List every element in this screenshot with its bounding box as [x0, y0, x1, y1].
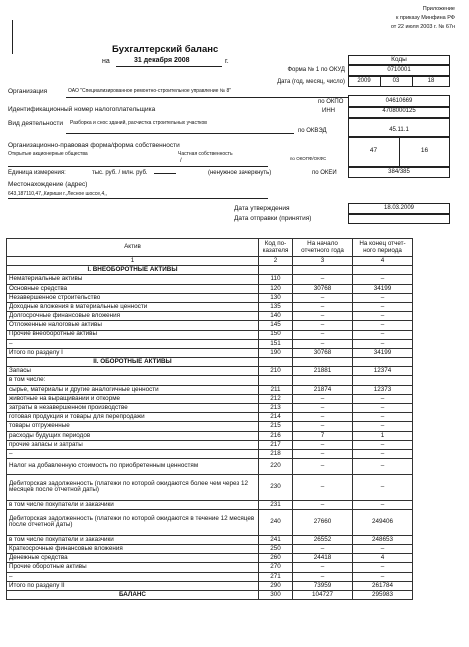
row-end-value: 261784 [353, 581, 413, 590]
table-row [7, 449, 413, 458]
org-name: ОАО "Специализированное ремонтно-строительное управление № 8" [68, 88, 232, 94]
column-number-2: 2 [259, 257, 293, 266]
row-label: Итого по разделу II [7, 581, 259, 590]
row-end-value: 1 [353, 431, 413, 440]
row-label: расходы будущих периодов [7, 431, 259, 440]
report-date: 31 декабря 2008 [134, 57, 190, 64]
row-label: Налог на добавленную стоимость по приобретенным ценностям [7, 459, 259, 475]
row-label: затраты в незавершенном производстве [7, 404, 259, 413]
org-label: Организация [8, 88, 48, 95]
row-start-value: – [293, 302, 353, 311]
table-row [7, 413, 413, 422]
row-end-value: 248653 [353, 535, 413, 544]
row-code: 216 [259, 431, 293, 440]
row-code: 215 [259, 422, 293, 431]
row-end-value: – [353, 404, 413, 413]
table-row [7, 284, 413, 293]
approved-date: 18.03.2009 [383, 205, 415, 211]
row-code: 150 [259, 330, 293, 339]
row-label: – [7, 339, 259, 348]
row-start-value: – [293, 500, 353, 509]
row-start-value: – [293, 572, 353, 581]
column-number-3: 3 [293, 257, 353, 266]
row-code: 240 [259, 509, 293, 535]
table-row [7, 321, 413, 330]
row-code: 145 [259, 321, 293, 330]
table-row [7, 404, 413, 413]
codes-title: Коды [391, 56, 407, 63]
row-code: 130 [259, 293, 293, 302]
row-end-value: – [353, 302, 413, 311]
row-end-value: – [353, 394, 413, 403]
appendix-line-2: к приказу Минфина РФ [395, 15, 455, 21]
row-end-value: – [353, 330, 413, 339]
table-row [7, 385, 413, 394]
table-row [7, 440, 413, 449]
row-end-value [353, 358, 413, 367]
row-label: животные на выращивании и откорме [7, 394, 259, 403]
org-underline [66, 97, 348, 98]
page-title: Бухгалтерский баланс [112, 44, 219, 55]
row-code: 120 [259, 284, 293, 293]
row-end-value: 12373 [353, 385, 413, 394]
row-label: Долгосрочные финансовые вложения [7, 312, 259, 321]
date-code-year: 2009 [357, 78, 371, 84]
row-start-value: 30768 [293, 348, 353, 357]
table-row [7, 302, 413, 311]
row-label: Краткосрочные финансовые вложения [7, 545, 259, 554]
row-start-value: – [293, 563, 353, 572]
header-code: Код по- казателя [259, 239, 293, 257]
row-label: Основные средства [7, 284, 259, 293]
row-start-value: 21874 [293, 385, 353, 394]
row-label: Дебиторская задолженность (платежи по которой ожидаются в течение 12 месяцев после отчетной даты) [7, 509, 259, 535]
row-label: Доходные вложения в материальные ценности [7, 302, 259, 311]
row-start-value: 24418 [293, 554, 353, 563]
table-row [7, 348, 413, 357]
row-start-value: – [293, 440, 353, 449]
row-label: в том числе покупатели и заказчики [7, 500, 259, 509]
date-code-label: Дата (год, месяц, число) [277, 79, 345, 85]
table-row [7, 367, 413, 376]
table-row [7, 554, 413, 563]
row-code: 214 [259, 413, 293, 422]
table-row [7, 339, 413, 348]
row-end-value: – [353, 440, 413, 449]
row-start-value: – [293, 545, 353, 554]
okfs-value: 16 [420, 147, 429, 154]
row-end-value: – [353, 339, 413, 348]
okopf-value: 47 [369, 147, 378, 154]
table-row [7, 535, 413, 544]
row-code [259, 358, 293, 367]
row-code: 290 [259, 581, 293, 590]
table-row [7, 590, 413, 599]
row-code: 231 [259, 500, 293, 509]
okpo-label: по ОКПО [318, 99, 344, 105]
appendix-line-3: от 22 июля 2003 г. № 67н [390, 24, 455, 30]
row-code: 213 [259, 404, 293, 413]
balance-table [6, 238, 413, 600]
row-label: Отложенные налоговые активы [7, 321, 259, 330]
table-row [7, 474, 413, 500]
row-code: 217 [259, 440, 293, 449]
row-label: товары отгруженные [7, 422, 259, 431]
row-label: прочие запасы и затраты [7, 440, 259, 449]
table-row [7, 266, 413, 275]
row-label: в том числе: [7, 376, 259, 385]
activity-label: Вид деятельности [8, 120, 64, 127]
row-end-value: 4 [353, 554, 413, 563]
row-start-value: 26552 [293, 535, 353, 544]
okei-value: 384/385 [388, 169, 410, 175]
table-row [7, 358, 413, 367]
row-code: 218 [259, 449, 293, 458]
row-code: 210 [259, 367, 293, 376]
row-start-value: 73959 [293, 581, 353, 590]
row-end-value [353, 376, 413, 385]
okved-label: по ОКВЭД [298, 128, 327, 134]
header-end: На конец отчет- ного периода [353, 239, 413, 257]
inn-label: ИНН [322, 108, 335, 114]
table-row [7, 581, 413, 590]
row-start-value: 7 [293, 431, 353, 440]
row-end-value: – [353, 321, 413, 330]
row-end-value [353, 266, 413, 275]
row-end-value: 12374 [353, 367, 413, 376]
row-code: 190 [259, 348, 293, 357]
row-end-value: – [353, 293, 413, 302]
okud-label: Форма № 1 по ОКУД [287, 67, 345, 73]
okud-value: 0710001 [387, 67, 411, 73]
row-end-value: 34199 [353, 348, 413, 357]
legal-form-underline [8, 166, 268, 167]
row-start-value: – [293, 404, 353, 413]
row-code: 220 [259, 459, 293, 475]
row-start-value: 21881 [293, 367, 353, 376]
row-code [259, 266, 293, 275]
row-label: II. ОБОРОТНЫЕ АКТИВЫ [7, 358, 259, 367]
row-start-value: – [293, 321, 353, 330]
row-label: Прочие внеоборотные активы [7, 330, 259, 339]
row-start-value: – [293, 312, 353, 321]
row-start-value: – [293, 422, 353, 431]
row-start-value: 27660 [293, 509, 353, 535]
sent-label: Дата отправки (принятия) [234, 215, 312, 222]
header-asset: Актив [7, 239, 259, 257]
row-end-value: 295983 [353, 590, 413, 599]
address-underline [8, 198, 268, 199]
appendix-line-1: Приложение [422, 6, 455, 12]
row-code: 212 [259, 394, 293, 403]
row-end-value: – [353, 413, 413, 422]
units-strike [154, 173, 176, 174]
units-options: тыс. руб. / млн. руб. [92, 170, 148, 176]
row-start-value: – [293, 459, 353, 475]
row-label: в том числе покупатели и заказчики [7, 535, 259, 544]
table-row [7, 293, 413, 302]
row-end-value: – [353, 449, 413, 458]
table-row [7, 312, 413, 321]
row-end-value: – [353, 312, 413, 321]
row-code: 260 [259, 554, 293, 563]
table-body [7, 266, 413, 600]
table-row [7, 563, 413, 572]
row-end-value: – [353, 563, 413, 572]
table-row [7, 394, 413, 403]
table-number-row [7, 257, 413, 266]
row-label: – [7, 572, 259, 581]
row-start-value: – [293, 330, 353, 339]
activity-underline [66, 133, 294, 134]
row-label: Незавершенное строительство [7, 293, 259, 302]
margin-mark [12, 20, 13, 54]
sent-box [348, 214, 450, 224]
table-row [7, 330, 413, 339]
row-start-value: – [293, 449, 353, 458]
row-end-value: – [353, 474, 413, 500]
row-code: 250 [259, 545, 293, 554]
row-start-value: 30768 [293, 284, 353, 293]
table-row [7, 509, 413, 535]
date-underline [116, 66, 222, 67]
column-number-1: 1 [7, 257, 259, 266]
column-number-4: 4 [353, 257, 413, 266]
row-start-value [293, 376, 353, 385]
row-start-value: – [293, 293, 353, 302]
row-start-value: – [293, 474, 353, 500]
legal-form-slash: / [180, 158, 182, 164]
row-code: 211 [259, 385, 293, 394]
inn-value: 4708000125 [382, 108, 416, 114]
approved-label: Дата утверждения [234, 205, 290, 212]
table-row [7, 572, 413, 581]
table-row [7, 275, 413, 284]
okved-value: 45.11.1 [389, 127, 409, 133]
row-code: 270 [259, 563, 293, 572]
row-start-value: – [293, 413, 353, 422]
row-code: 140 [259, 312, 293, 321]
row-label: I. ВНЕОБОРОТНЫЕ АКТИВЫ [7, 266, 259, 275]
row-label: готовая продукция и товары для перепродажи [7, 413, 259, 422]
row-code: 151 [259, 339, 293, 348]
row-label: БАЛАНС [7, 590, 259, 599]
activity-value: Разборка и снос зданий, расчистка строительных участков [70, 120, 207, 126]
row-label: Нематериальные активы [7, 275, 259, 284]
row-start-value: – [293, 275, 353, 284]
row-label: Прочие оборотные активы [7, 563, 259, 572]
units-note: (ненужное зачеркнуть) [208, 170, 272, 176]
table-row [7, 500, 413, 509]
row-end-value: – [353, 275, 413, 284]
table-row [7, 545, 413, 554]
table-header-row [7, 239, 413, 257]
address-label: Местонахождение (адрес) [8, 181, 88, 188]
row-end-value: 34199 [353, 284, 413, 293]
row-end-value: – [353, 459, 413, 475]
header-start: На начало отчетного года [293, 239, 353, 257]
inn-id-label: Идентификационный номер налогоплательщика [8, 106, 156, 113]
ownership-value: Частная собственность [178, 151, 233, 157]
table-row [7, 376, 413, 385]
row-code: 300 [259, 590, 293, 599]
legal-form-value: Открытые акционерные общества [8, 151, 88, 157]
date-suffix: г. [225, 58, 229, 65]
row-label: Итого по разделу I [7, 348, 259, 357]
row-end-value: – [353, 422, 413, 431]
date-code-day: 18 [427, 78, 435, 84]
row-end-value: – [353, 500, 413, 509]
table-row [7, 431, 413, 440]
row-code: 135 [259, 302, 293, 311]
row-label: Дебиторская задолженность (платежи по которой ожидаются более чем через 12 месяцев после отчетной даты) [7, 474, 259, 500]
row-end-value: 249406 [353, 509, 413, 535]
row-start-value: – [293, 339, 353, 348]
row-start-value [293, 266, 353, 275]
row-label: – [7, 449, 259, 458]
units-label: Единица измерения: [8, 170, 66, 176]
row-code: 271 [259, 572, 293, 581]
date-code-month: 03 [392, 78, 400, 84]
row-code: 110 [259, 275, 293, 284]
row-end-value: – [353, 545, 413, 554]
address-value: 643,187110,47,,Кириши г.,Лесное шоссе,4,, [8, 191, 108, 197]
row-label: Запасы [7, 367, 259, 376]
row-start-value: – [293, 394, 353, 403]
row-end-value: – [353, 572, 413, 581]
row-start-value: 104727 [293, 590, 353, 599]
legal-form-label: Организационно-правовая форма/форма собственности [8, 142, 180, 149]
row-start-value [293, 358, 353, 367]
row-code: 241 [259, 535, 293, 544]
table-row [7, 459, 413, 475]
okpo-value: 04610669 [385, 98, 413, 104]
row-code [259, 376, 293, 385]
okei-label: по ОКЕИ [312, 170, 337, 176]
row-label: Денежные средства [7, 554, 259, 563]
row-code: 230 [259, 474, 293, 500]
table-row [7, 422, 413, 431]
row-label: сырье, материалы и другие аналогичные ценности [7, 385, 259, 394]
okopf-note: по ОКОПФ/ОКФС [290, 156, 327, 161]
date-prefix: на [102, 58, 110, 65]
